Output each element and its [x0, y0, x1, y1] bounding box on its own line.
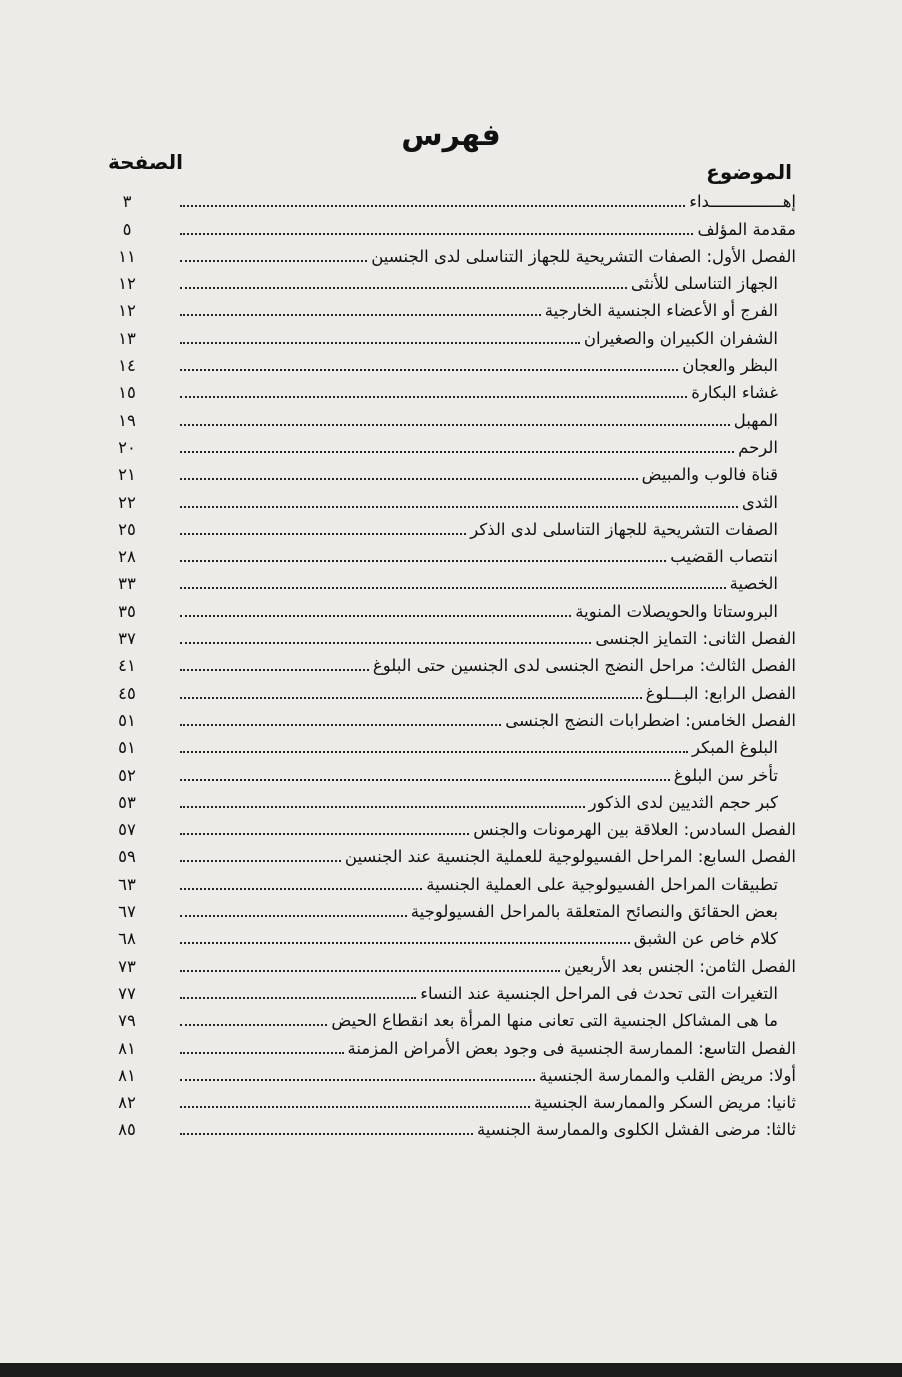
dot-leader [180, 1133, 473, 1135]
dot-leader [180, 997, 416, 999]
dot-leader [180, 560, 666, 562]
toc-entry-title: البظر والعجان [682, 356, 778, 376]
toc-entry-title: الفصل الرابع: البـــلوغ [645, 683, 796, 703]
dot-leader [180, 342, 580, 344]
toc-entry-page: ٧٣ [118, 956, 136, 976]
toc-entry [110, 404, 796, 431]
toc-entry-page: ٦٧ [118, 902, 136, 922]
toc-entry-page: ٣٣ [118, 574, 136, 594]
toc-entry-page: ٨٥ [118, 1120, 136, 1140]
toc-entry-page: ١٣ [118, 328, 136, 348]
dot-leader [180, 669, 369, 671]
toc-entry-page: ٣٧ [118, 629, 136, 649]
toc-entry-page: ١٤ [118, 356, 136, 376]
toc-entry [110, 1060, 796, 1087]
toc-entry-title: الرحم [738, 437, 778, 457]
toc-entry-page: ٣٥ [118, 601, 136, 621]
toc-entry-title: أولا: مريض القلب والممارسة الجنسية [539, 1065, 796, 1085]
toc-entry-title: قناة فالوب والمبيض [641, 465, 778, 485]
toc-entry-title: كلام خاص عن الشبق [633, 929, 778, 949]
page-bottom-edge [0, 1363, 902, 1377]
dot-leader [180, 287, 627, 289]
page-column-header: الصفحة [108, 150, 184, 174]
toc-entry-page: ٨١ [118, 1065, 136, 1085]
toc-entry-title: ثانيا: مريض السكر والممارسة الجنسية [533, 1093, 796, 1113]
toc-entry [110, 350, 796, 377]
toc-entry [110, 923, 796, 950]
toc-entry-page: ٤١ [118, 656, 136, 676]
toc-entry-page: ٣ [122, 192, 132, 212]
toc-entry-title: تطبيقات المراحل الفسيولوجية على العملية الجنسية [426, 874, 778, 894]
dot-leader [180, 806, 585, 808]
toc-entry-title: الفصل التاسع: الممارسة الجنسية فى وجود بعض الأمراض المزمنة [347, 1038, 796, 1058]
dot-leader [180, 697, 642, 699]
toc-entry [110, 759, 796, 786]
dot-leader [180, 915, 407, 917]
dot-leader [180, 942, 630, 944]
toc-entry-page: ٢١ [118, 465, 136, 485]
dot-leader [180, 860, 341, 862]
toc-entry-page: ٥٧ [118, 820, 136, 840]
dot-leader [180, 369, 678, 371]
toc-entry [110, 1032, 796, 1059]
toc-entry-page: ٨٢ [118, 1093, 136, 1113]
toc-entry-title: الشفران الكبيران والصغيران [583, 328, 778, 348]
dot-leader [180, 424, 730, 426]
toc-entry-page: ٥٩ [118, 847, 136, 867]
toc-entry-title: الصفات التشريحية للجهاز التناسلى لدى الذكر [470, 519, 778, 539]
topic-column-header: الموضوع [706, 160, 792, 184]
toc-entry-title: كبر حجم الثديين لدى الذكور [588, 792, 778, 812]
page-title: فهرس [401, 118, 501, 153]
toc-entry-title: الفصل الخامس: اضطرابات النضج الجنسى [505, 710, 796, 730]
toc-entry-page: ٤٥ [118, 683, 136, 703]
toc-entry [110, 241, 796, 268]
toc-entry [110, 541, 796, 568]
toc-entry-title: الفصل الثامن: الجنس بعد الأربعين [564, 956, 796, 976]
dot-leader [180, 587, 726, 589]
toc-entry-title: ما هى المشاكل الجنسية التى تعانى منها المرأة بعد انقطاع الحيض [331, 1011, 778, 1031]
toc-entry [110, 677, 796, 704]
toc-entry-title: تأخر سن البلوغ [673, 765, 778, 785]
toc-entry [110, 322, 796, 349]
toc-entry-title: غشاء البكارة [691, 383, 778, 403]
dot-leader [180, 533, 466, 535]
table-of-contents [110, 186, 796, 1141]
toc-entry-page: ٢٥ [118, 519, 136, 539]
toc-entry-title: المهبل [733, 410, 778, 430]
toc-entry-page: ٥٣ [118, 792, 136, 812]
toc-entry-title: الفرج أو الأعضاء الجنسية الخارجية [544, 301, 778, 321]
dot-leader [180, 779, 670, 781]
dot-leader [180, 833, 469, 835]
toc-entry-title: إهـــــــــــــــداء [689, 192, 796, 212]
toc-entry-title: الفصل السابع: المراحل الفسيولوجية للعملية الجنسية عند الجنسين [344, 847, 796, 867]
toc-entry-title: التغيرات التى تحدث فى المراحل الجنسية عند النساء [420, 983, 778, 1003]
toc-entry [110, 978, 796, 1005]
toc-entry [110, 841, 796, 868]
toc-entry-title: البلوغ المبكر [691, 738, 778, 758]
toc-entry-title: بعض الحقائق والنصائح المتعلقة بالمراحل الفسيولوجية [410, 902, 778, 922]
toc-entry [110, 814, 796, 841]
toc-entry [110, 595, 796, 622]
toc-entry [110, 186, 796, 213]
toc-entry [110, 568, 796, 595]
toc-entry [110, 514, 796, 541]
toc-entry-page: ١٥ [118, 383, 136, 403]
toc-entry-title: ثالثا: مرضى الفشل الكلوى والممارسة الجنسية [476, 1120, 796, 1140]
toc-entry-title: البروستاتا والحويصلات المنوية [575, 601, 778, 621]
toc-entry [110, 459, 796, 486]
dot-leader [180, 642, 591, 644]
toc-entry-title: انتصاب القضيب [670, 547, 778, 567]
dot-leader [180, 1079, 535, 1081]
toc-entry-page: ٥ [122, 219, 132, 239]
toc-entry-title: الفصل الثالث: مراحل النضج الجنسى لدى الجنسين حتى البلوغ [372, 656, 796, 676]
toc-entry-page: ٦٨ [118, 929, 136, 949]
toc-entry-page: ٧٩ [118, 1011, 136, 1031]
toc-entry [110, 486, 796, 513]
toc-entry [110, 950, 796, 977]
toc-entry [110, 1114, 796, 1141]
dot-leader [180, 314, 541, 316]
toc-entry [110, 732, 796, 759]
dot-leader [180, 1106, 530, 1108]
dot-leader [180, 970, 560, 972]
toc-entry-title: الفصل السادس: العلاقة بين الهرمونات والجنس [473, 820, 796, 840]
toc-entry-title: مقدمة المؤلف [697, 219, 796, 239]
toc-entry [110, 705, 796, 732]
toc-entry-page: ١١ [118, 246, 136, 266]
toc-entry-title: الثدى [741, 492, 778, 512]
dot-leader [180, 506, 738, 508]
toc-entry [110, 787, 796, 814]
toc-entry-page: ١٢ [118, 274, 136, 294]
dot-leader [180, 478, 638, 480]
dot-leader [180, 451, 734, 453]
toc-entry [110, 650, 796, 677]
toc-entry [110, 1005, 796, 1032]
dot-leader [180, 751, 688, 753]
dot-leader [180, 1052, 344, 1054]
toc-entry-title: الجهاز التناسلى للأنثى [630, 274, 778, 294]
dot-leader [180, 233, 693, 235]
toc-entry-page: ٦٣ [118, 874, 136, 894]
dot-leader [180, 1024, 327, 1026]
toc-entry-page: ٥١ [118, 710, 136, 730]
toc-entry-page: ٢٢ [118, 492, 136, 512]
toc-entry [110, 896, 796, 923]
dot-leader [180, 615, 571, 617]
toc-entry-title: الفصل الأول: الصفات التشريحية للجهاز التناسلى لدى الجنسين [371, 246, 796, 266]
toc-entry [110, 295, 796, 322]
toc-entry-page: ٥٢ [118, 765, 136, 785]
dot-leader [180, 260, 367, 262]
toc-entry [110, 623, 796, 650]
dot-leader [180, 724, 501, 726]
toc-entry-page: ٧٧ [118, 983, 136, 1003]
toc-entry [110, 868, 796, 895]
toc-entry-title: الخصية [729, 574, 778, 594]
toc-entry [110, 432, 796, 459]
toc-entry-page: ٨١ [118, 1038, 136, 1058]
dot-leader [180, 888, 422, 890]
toc-entry-page: ١٢ [118, 301, 136, 321]
toc-entry [110, 1087, 796, 1114]
toc-entry [110, 377, 796, 404]
dot-leader [180, 396, 687, 398]
toc-entry-page: ٢٨ [118, 547, 136, 567]
toc-entry-page: ٢٠ [118, 437, 136, 457]
toc-entry-page: ١٩ [118, 410, 136, 430]
toc-entry [110, 213, 796, 240]
toc-entry-title: الفصل الثانى: التمايز الجنسى [595, 629, 796, 649]
dot-leader [180, 205, 685, 207]
toc-entry [110, 268, 796, 295]
toc-entry-page: ٥١ [118, 738, 136, 758]
